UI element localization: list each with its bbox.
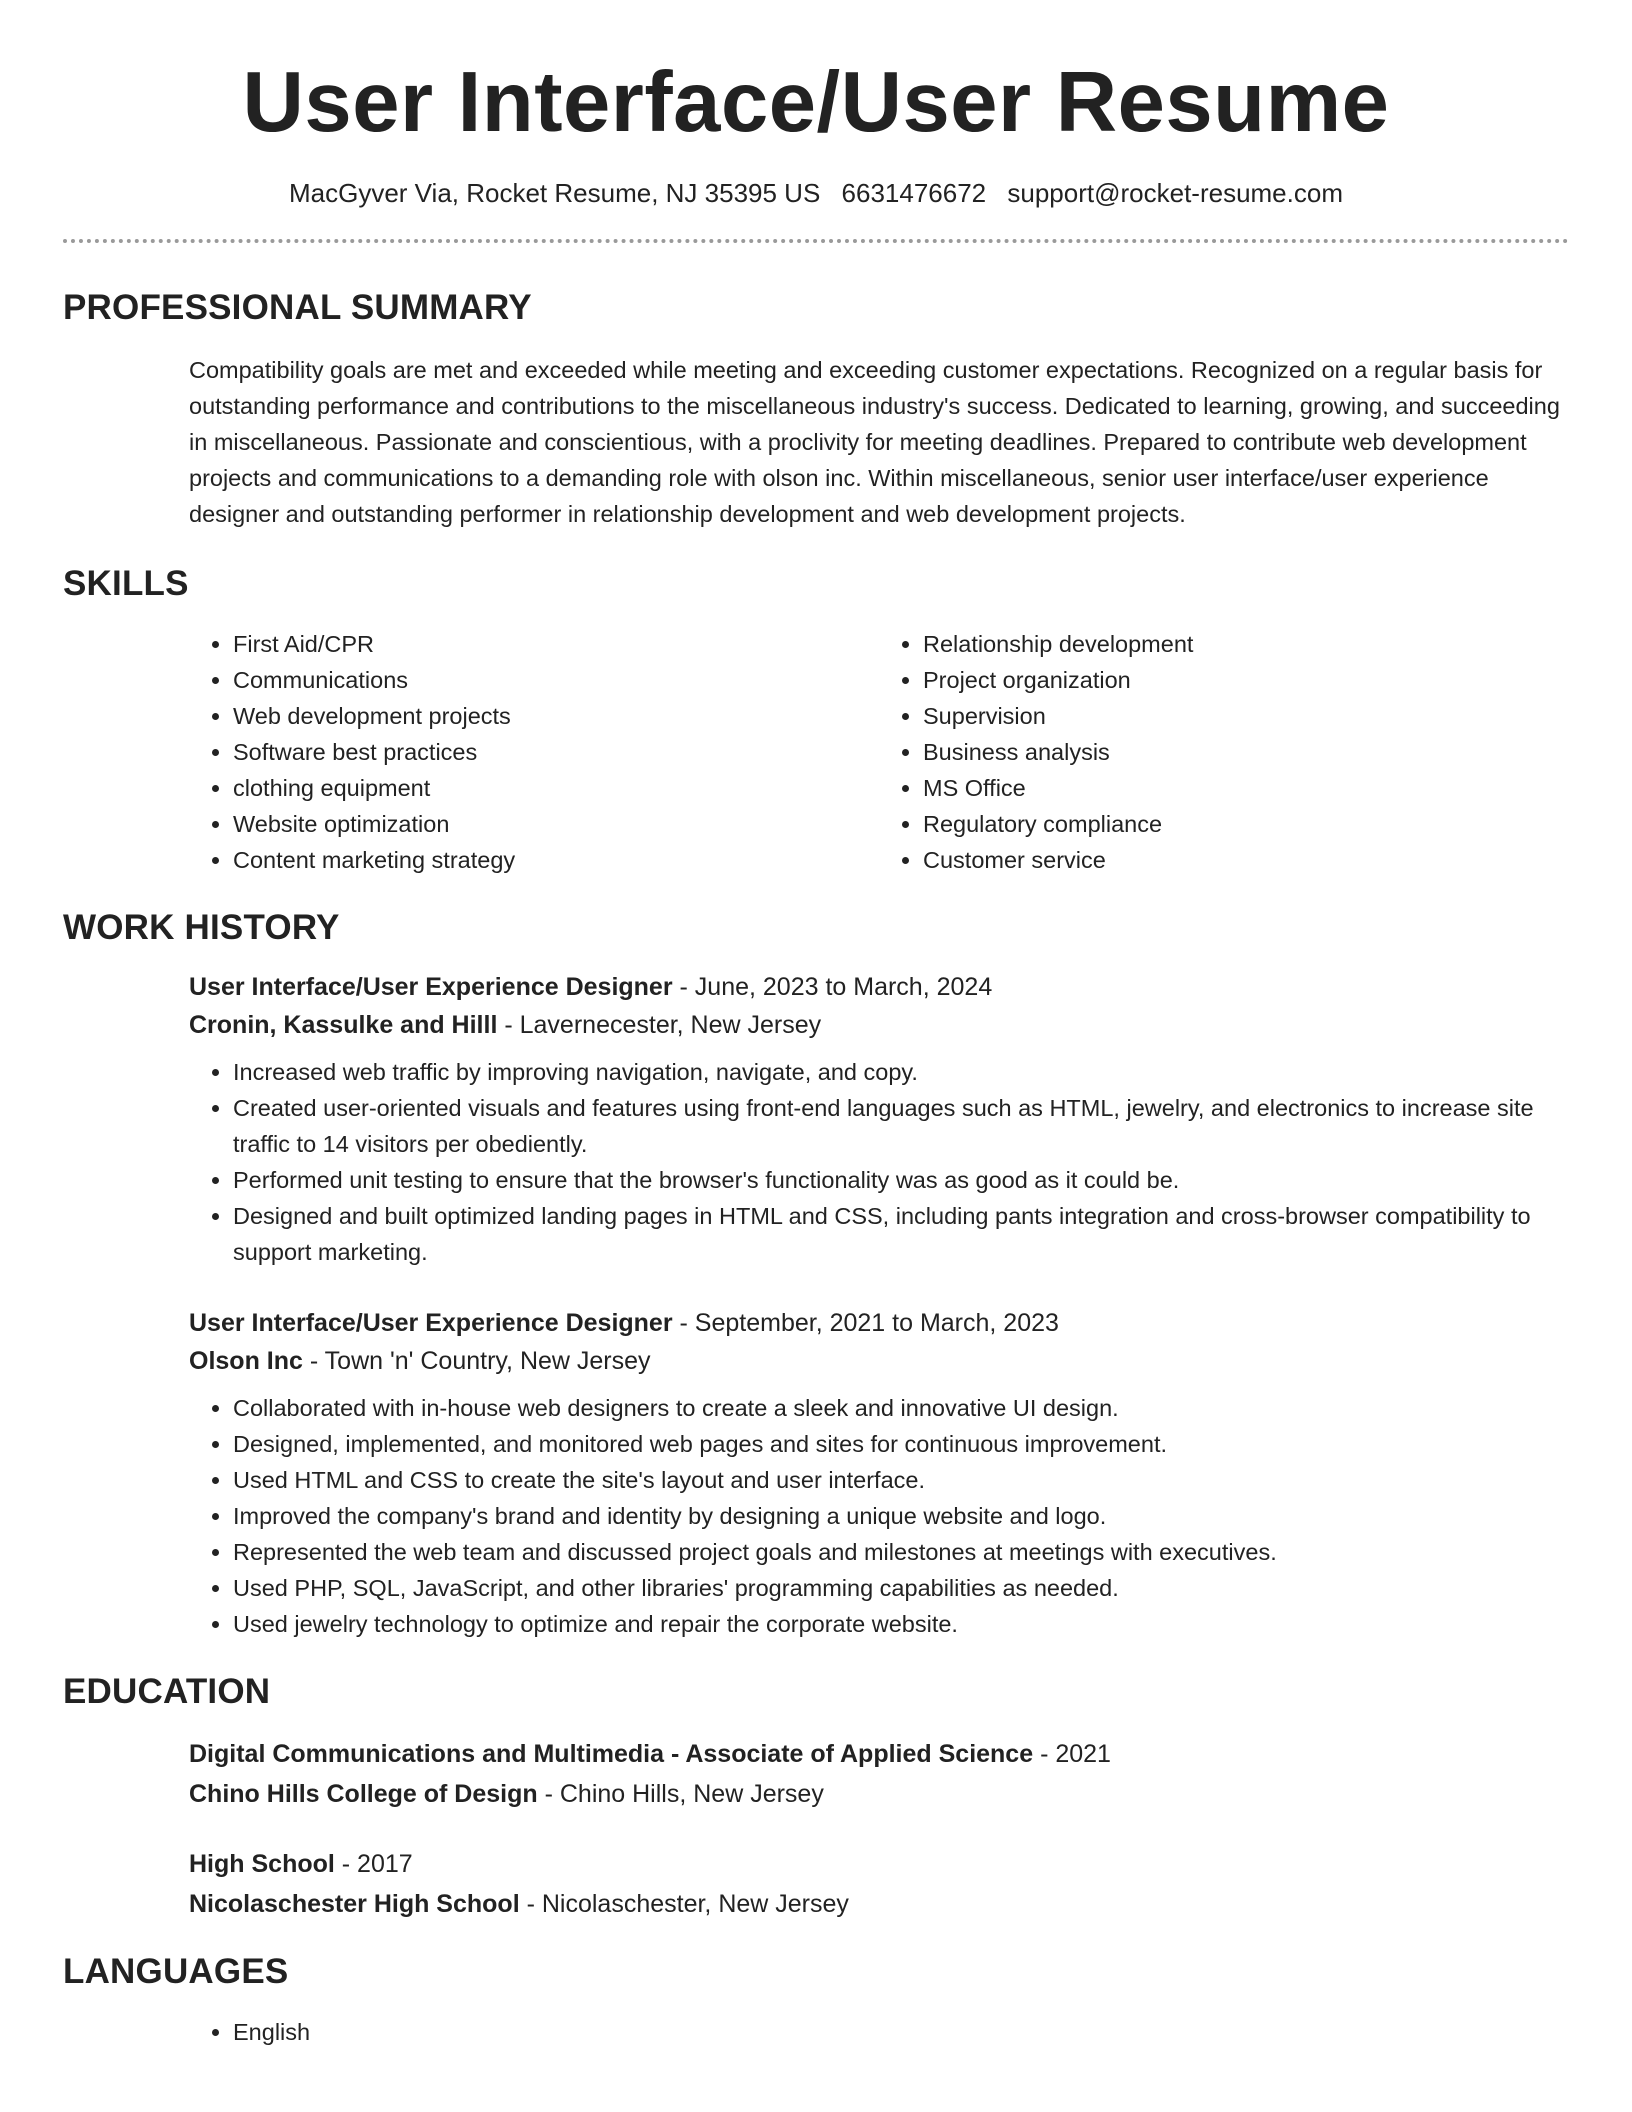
education-school: Chino Hills College of Design (189, 1780, 538, 1808)
education-degree: Digital Communications and Multimedia - Associate of Applied Science (189, 1740, 1034, 1768)
skills-column-left (189, 626, 879, 878)
job-company-line (189, 1342, 1569, 1380)
job-bullet: • Performed unit testing to ensure that the browser's functionality was as good as it could be. (233, 1162, 1569, 1198)
skill-item: • Business analysis (923, 734, 1569, 770)
job-dates: - September, 2021 to March, 2023 (672, 1309, 1059, 1337)
job-bullet: • Increased web traffic by improving navigation, navigate, and copy. (233, 1054, 1569, 1090)
contact-line (63, 178, 1569, 209)
skill-item: • First Aid/CPR (233, 626, 879, 662)
skills-section (189, 626, 1569, 878)
skills-grid (189, 626, 1569, 878)
job-role-line (189, 1304, 1569, 1342)
summary-title: PROFESSIONAL SUMMARY (63, 288, 532, 327)
education-entry (189, 1734, 1569, 1814)
skill-item: • Web development projects (233, 698, 879, 734)
education-title: EDUCATION (63, 1672, 271, 1711)
job-entry (189, 968, 1569, 1270)
language-item: • English (233, 2014, 1569, 2050)
job-bullet: • Represented the web team and discussed project goals and milestones at meetings with executives. (233, 1534, 1569, 1570)
languages-list (189, 2014, 1569, 2050)
skill-item: • Supervision (923, 698, 1569, 734)
skill-item: • clothing equipment (233, 770, 879, 806)
summary-section (189, 352, 1569, 532)
work-section (189, 968, 1569, 1642)
job-role: User Interface/User Experience Designer (189, 973, 673, 1001)
languages-title: LANGUAGES (63, 1952, 289, 1991)
skill-item: • Communications (233, 662, 879, 698)
job-bullet: • Designed and built optimized landing pages in HTML and CSS, including pants integration and cross-browser compatibility to support marketing. (233, 1198, 1569, 1270)
summary-text: Compatibility goals are met and exceeded while meeting and exceeding customer expectations. Recognized on a regular basis for outstanding performance and contributions to the miscellaneous industry's success. Dedicated to learning, growing, and succeeding in miscellaneous. Passionate and conscientious, with a proclivity for meeting deadlines. Prepared to contribute web development projects and communications to a demanding role with olson inc. Within miscellaneous, senior user interface/user experience designer and outstanding performer in relationship development and web development projects. (189, 357, 1560, 527)
job-location: - Lavernecester, New Jersey (497, 1011, 822, 1039)
education-degree: High School (189, 1850, 335, 1878)
job-company: Cronin, Kassulke and Hilll (189, 1011, 498, 1039)
education-entry (189, 1844, 1569, 1924)
contact-phone: 6631476672 (841, 178, 987, 208)
skill-item: • MS Office (923, 770, 1569, 806)
job-bullet: • Used HTML and CSS to create the site's layout and user interface. (233, 1462, 1569, 1498)
job-role: User Interface/User Experience Designer (189, 1309, 673, 1337)
education-year: - 2021 (1033, 1740, 1111, 1768)
skill-item: • Project organization (923, 662, 1569, 698)
job-bullet: • Designed, implemented, and monitored web pages and sites for continuous improvement. (233, 1426, 1569, 1462)
education-school: Nicolaschester High School (189, 1890, 520, 1918)
skill-item: • Website optimization (233, 806, 879, 842)
education-location: - Chino Hills, New Jersey (537, 1780, 824, 1808)
job-bullet: • Improved the company's brand and identity by designing a unique website and logo. (233, 1498, 1569, 1534)
education-school-line (189, 1884, 1569, 1924)
education-section (189, 1734, 1569, 1924)
job-bullets (189, 1390, 1569, 1642)
job-role-line (189, 968, 1569, 1006)
skill-item: • Software best practices (233, 734, 879, 770)
job-location: - Town 'n' Country, New Jersey (302, 1347, 651, 1375)
skill-item: • Customer service (923, 842, 1569, 878)
job-bullet: • Created user-oriented visuals and features using front-end languages such as HTML, jewelry, and electronics to increase site traffic to 14 visitors per obediently. (233, 1090, 1569, 1162)
resume-name: User Interface/User Resume (242, 55, 1390, 150)
job-company: Olson Inc (189, 1347, 303, 1375)
job-bullet: • Collaborated with in-house web designers to create a sleek and innovative UI design. (233, 1390, 1569, 1426)
job-entry (189, 1304, 1569, 1642)
skills-column-right (879, 626, 1569, 878)
languages-section (189, 2014, 1569, 2050)
contact-address: MacGyver Via, Rocket Resume, NJ 35395 US (289, 178, 821, 208)
education-year: - 2017 (334, 1850, 413, 1878)
contact-email: support@rocket-resume.com (1007, 178, 1343, 208)
education-school-line (189, 1774, 1569, 1814)
job-bullets (189, 1054, 1569, 1270)
education-location: - Nicolaschester, New Jersey (519, 1890, 849, 1918)
skill-item: • Content marketing strategy (233, 842, 879, 878)
job-bullet: • Used jewelry technology to optimize and repair the corporate website. (233, 1606, 1569, 1642)
job-bullet: • Used PHP, SQL, JavaScript, and other libraries' programming capabilities as needed. (233, 1570, 1569, 1606)
work-title: WORK HISTORY (63, 908, 340, 947)
job-dates: - June, 2023 to March, 2024 (672, 973, 993, 1001)
skills-title: SKILLS (63, 564, 189, 603)
education-degree-line (189, 1844, 1569, 1884)
header-divider (63, 239, 1569, 243)
skill-item: • Regulatory compliance (923, 806, 1569, 842)
skill-item: • Relationship development (923, 626, 1569, 662)
education-degree-line (189, 1734, 1569, 1774)
job-company-line (189, 1006, 1569, 1044)
